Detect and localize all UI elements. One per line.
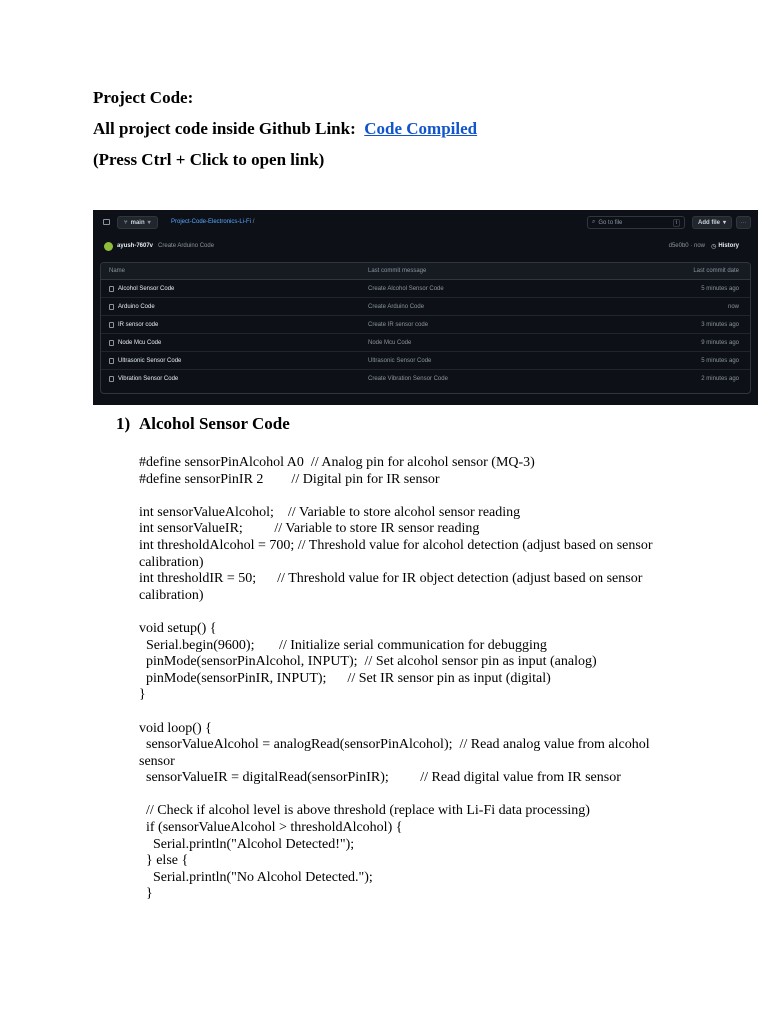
code-line: void loop() { [139,720,212,736]
table-row[interactable] [101,298,750,316]
code-line: if (sensorValueAlcohol > thresholdAlcohol) { [139,820,403,836]
github-screenshot [93,210,758,405]
sidebar-toggle-icon[interactable] [103,219,110,225]
file-commit-date: 3 minutes ago [701,321,739,328]
file-commit-date: now [727,303,739,310]
table-row[interactable] [101,370,750,387]
table-row[interactable] [101,316,750,334]
clock-icon: ◷ [711,243,717,250]
file-commit-message[interactable]: Create Vibration Sensor Code [368,375,448,382]
chevron-down-icon: ▾ [147,220,151,226]
commit-message[interactable]: Create Arduino Code [158,243,215,249]
code-line [139,704,674,721]
file-icon [109,304,114,310]
code-line: } [139,687,146,703]
file-name[interactable]: Ultrasonic Sensor Code [118,357,182,364]
code-line: } else { [139,853,189,869]
file-name[interactable]: IR sensor code [118,321,159,328]
file-icon [109,358,114,364]
code-line [139,787,674,804]
file-commit-message[interactable]: Ultrasonic Sensor Code [368,357,432,364]
table-row[interactable] [101,334,750,352]
branch-selector[interactable] [117,216,158,229]
commit-author[interactable]: ayush-7607v [117,243,154,249]
code-line: #define sensorPinIR 2 // Digital pin for IR sensor [139,471,440,487]
repo-link[interactable]: Project-Code-Electronics-Li-Fi [171,219,252,225]
add-file-label: Add file [698,219,720,226]
section-title: Alcohol Sensor Code [139,414,290,433]
chevron-down-icon: ▾ [723,220,727,226]
code-line: // Check if alcohol level is above threshold (replace with Li-Fi data processing) [139,803,590,819]
code-line: int sensorValueIR; // Variable to store IR sensor reading [139,521,480,537]
code-listing [139,455,674,903]
file-name-cell [109,376,178,382]
code-line: int thresholdIR = 50; // Threshold value for IR object detection (adjust based on sensor calibration) [139,571,646,603]
file-table [100,262,751,394]
file-commit-date: 5 minutes ago [701,285,739,292]
commit-hash[interactable]: d5e0b0 · now [668,243,705,249]
code-line: sensorValueIR = digitalRead(sensorPinIR); // Read digital value from IR sensor [139,770,621,786]
file-commit-message[interactable]: Node Mcu Code [368,339,412,346]
file-name-cell [109,304,155,310]
more-options-button[interactable] [736,216,751,229]
file-name[interactable]: Alcohol Sensor Code [118,285,175,292]
file-commit-date: 9 minutes ago [701,339,739,346]
search-icon: ⌕ [592,219,596,225]
table-row[interactable] [101,280,750,298]
branch-label: main [130,219,145,226]
file-commit-date: 5 minutes ago [701,357,739,364]
history-label: History [718,243,739,249]
file-commit-message[interactable]: Create IR sensor code [368,321,429,328]
code-line: #define sensorPinAlcohol A0 // Analog pin for alcohol sensor (MQ-3) [139,455,535,470]
file-icon [109,376,114,382]
branch-icon: ⑂ [124,219,128,226]
link-hint: (Press Ctrl + Click to open link) [93,150,325,169]
code-line [139,604,674,621]
add-file-button[interactable] [692,216,732,229]
github-topbar [93,210,758,236]
page-title: Project Code: [93,88,194,107]
code-line: Serial.println("No Alcohol Detected."); [139,869,373,885]
file-name[interactable]: Node Mcu Code [118,339,162,346]
code-line: Serial.begin(9600); // Initialize serial communication for debugging [139,637,547,653]
code-line: void setup() { [139,620,217,636]
section-number: 1) [116,414,131,433]
file-name-cell [109,340,161,346]
github-link-prefix: All project code inside Github Link: [93,119,356,138]
table-header [101,263,750,280]
file-icon [109,322,114,328]
code-line: } [139,886,153,902]
latest-commit-bar [100,238,751,254]
code-compiled-link[interactable]: Code Compiled [364,119,478,138]
keyboard-shortcut-badge: t [673,219,680,227]
code-line: sensorValueAlcohol = analogRead(sensorPinAlcohol); // Read analog value from alcohol sensor [139,737,654,769]
file-commit-date: 2 minutes ago [701,375,739,382]
file-name-cell [109,286,174,292]
ellipsis-icon: ··· [740,219,747,226]
code-line [139,488,674,505]
file-name[interactable]: Vibration Sensor Code [118,375,179,382]
code-line: pinMode(sensorPinAlcohol, INPUT); // Set alcohol sensor pin as input (analog) [139,654,597,670]
avatar[interactable] [104,242,113,251]
github-link-line [93,119,477,139]
history-button[interactable] [711,243,739,250]
go-to-file-input[interactable] [587,216,685,229]
column-header-message: Last commit message [368,268,427,274]
file-icon [109,340,114,346]
column-header-name: Name [109,268,126,274]
repo-breadcrumb [171,219,254,225]
search-placeholder: Go to file [598,219,623,226]
file-name-cell [109,322,158,328]
file-name[interactable]: Arduino Code [118,303,155,310]
file-commit-message[interactable]: Create Alcohol Sensor Code [368,285,444,292]
breadcrumb-separator: / [252,219,255,225]
column-header-date: Last commit date [693,268,739,274]
file-name-cell [109,358,181,364]
table-row[interactable] [101,352,750,370]
code-line: int thresholdAlcohol = 700; // Threshold value for alcohol detection (adjust based on sensor calibration) [139,537,656,570]
code-line: Serial.println("Alcohol Detected!"); [139,836,355,852]
code-line: pinMode(sensorPinIR, INPUT); // Set IR sensor pin as input (digital) [139,670,551,686]
file-icon [109,286,114,292]
file-commit-message[interactable]: Create Arduino Code [368,303,425,310]
code-line: int sensorValueAlcohol; // Variable to store alcohol sensor reading [139,504,521,520]
